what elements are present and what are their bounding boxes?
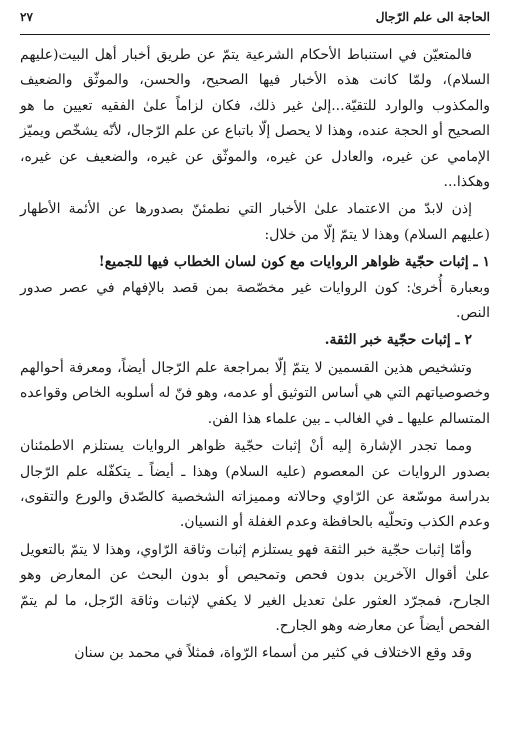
paragraph-5: ومما تجدر الإشارة إليه أنْ إثبات حجّية ظواهر الروايات يستلزم الاطمئنان بصدور الروايات عن المعصوم (عليه السلام) وهذا ـ أيضاً ـ يتكفّله علم الرّجال بدراسة موسّعة عن الرّاوي وحالاته ومميزاته الشخصية كالصّدق والورع والتقوى، وعدم الكذب وتحلّيه بالحافظة وعدم الغفلة أو النسيان.: [20, 438, 490, 531]
paragraph-3: وبعبارة أُخرىٰ: كون الروايات غير مخصّصة بمن قصد بالإفهام في عصر صدور النص.: [20, 279, 490, 322]
paragraph-1: فالمتعيّن في استنباط الأحكام الشرعية يتمّ عن طريق أخبار أهل البيت(عليهم السلام)، ولمّا كانت هذه الأخبار فيها الصحيح، والحسن، والموثّق والضعيف والمكذوب والوارد للتقيّة...إلىٰ غير ذلك، فكان لزاماً علىٰ الفقيه تعيين ما هو الصحيح أو الحجة عنده، وهذا لا يحصل إلّا باتباع عن علم الرّجال، لأنّه يشخّص ويميّز الإمامي عن غيره، والعادل عن غيره، والموثّق عن غيره، والضعيف عن غيره، وهكذا...: [20, 47, 490, 191]
chapter-title: الحاجة الى علم الرّجال: [375, 10, 490, 24]
list-item-1: ١ ـ إثبات حجّية ظواهر الروايات مع كون لسان الخطاب فيها للجميع!: [98, 254, 490, 271]
running-header: [20, 10, 490, 35]
page-number: ٢٧: [20, 10, 33, 24]
page-body: [20, 43, 490, 667]
paragraph-7: وقد وقع الاختلاف في كثير من أسماء الرّواة، فمثلاً في محمد بن سنان: [74, 645, 472, 662]
paragraph-2: إذن لابدّ من الاعتماد علىٰ الأخبار التي نطمئنّ بصدورها عن الأئمة الأطهار (عليهم السلام) وهذا لا يتمّ إلّا من خلال:: [20, 201, 490, 243]
paragraph-4: وتشخيص هذين القسمين لا يتمّ إلّا بمراجعة علم الرّجال أيضاً، ومعرفة أحوالهم وخصوصياتهم التي هي أساس التوثيق أو عدمه، وهو فنّ له أسلوبه الخاص وقواعده المتسالم عليها ـ في الغالب ـ بين علماء هذا الفن.: [20, 359, 490, 427]
book-page: [20, 10, 490, 722]
paragraph-6: وأمّا إثبات حجّية خبر الثقة فهو يستلزم إثبات وثاقة الرّاوي، وهذا لا يتمّ بالتعويل علىٰ أقوال الآخرين بدون فحص وتمحيص أو بدون البحث عن المعارض وهو الجارح، فمجرّد العثور علىٰ تعديل الغير لا يكفي لإثبات وثاقة الرّجل، ما لم يتمّ الفحص أيضاً عن معارضه وهو الجارح.: [20, 541, 490, 634]
list-item-2: ٢ ـ إثبات حجّية خبر الثقة.: [324, 332, 472, 349]
